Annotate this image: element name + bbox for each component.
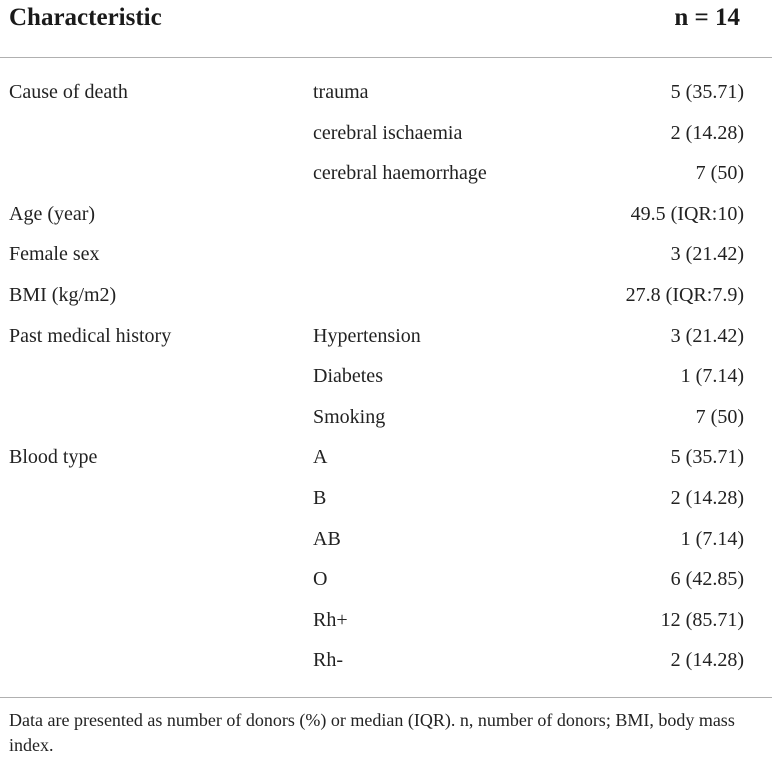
row-value: 49.5 (IQR:10) bbox=[630, 202, 744, 225]
row-category: Past medical history bbox=[9, 324, 172, 347]
footer-divider bbox=[0, 697, 772, 698]
header-divider bbox=[0, 57, 772, 58]
row-subcategory: Hypertension bbox=[313, 324, 421, 347]
table-row bbox=[0, 234, 772, 275]
table-footnote: Data are presented as number of donors (%) or median (IQR). n, number of donors; BMI, body mass index. bbox=[9, 710, 735, 755]
row-category: BMI (kg/m2) bbox=[9, 283, 117, 306]
row-value: 27.8 (IQR:7.9) bbox=[625, 283, 744, 306]
row-subcategory: Rh- bbox=[313, 649, 343, 672]
table-row bbox=[0, 72, 772, 113]
table-header bbox=[0, 0, 772, 58]
row-subcategory: cerebral haemorrhage bbox=[313, 162, 487, 185]
row-subcategory: Diabetes bbox=[313, 365, 383, 388]
table-row bbox=[0, 113, 772, 154]
row-value: 12 (85.71) bbox=[660, 608, 744, 631]
table-row bbox=[0, 194, 772, 235]
row-value: 6 (42.85) bbox=[670, 568, 744, 591]
row-subcategory: Rh+ bbox=[313, 608, 348, 631]
row-subcategory: A bbox=[313, 446, 328, 469]
table-row bbox=[0, 600, 772, 641]
table-row bbox=[0, 356, 772, 397]
row-subcategory: trauma bbox=[313, 81, 369, 103]
table-row bbox=[0, 397, 772, 438]
row-value: 1 (7.14) bbox=[680, 527, 744, 550]
header-n: n = 14 bbox=[674, 4, 740, 31]
row-value: 7 (50) bbox=[695, 162, 744, 185]
row-subcategory: O bbox=[313, 568, 328, 591]
row-value: 2 (14.28) bbox=[670, 649, 744, 672]
row-value: 2 (14.28) bbox=[670, 121, 744, 144]
row-category: Blood type bbox=[9, 446, 98, 469]
row-subcategory: cerebral ischaemia bbox=[313, 121, 463, 144]
header-characteristic: Characteristic bbox=[9, 4, 162, 31]
row-value: 3 (21.42) bbox=[670, 243, 744, 266]
table-row bbox=[0, 478, 772, 519]
row-value: 5 (35.71) bbox=[670, 81, 744, 103]
row-value: 2 (14.28) bbox=[670, 486, 744, 509]
table-row bbox=[0, 316, 772, 357]
table-body bbox=[0, 72, 772, 681]
table-row bbox=[0, 275, 772, 316]
row-subcategory: B bbox=[313, 486, 327, 509]
row-subcategory: Smoking bbox=[313, 405, 386, 428]
table-row bbox=[0, 437, 772, 478]
table-row bbox=[0, 559, 772, 600]
table-row bbox=[0, 153, 772, 194]
row-value: 7 (50) bbox=[695, 405, 744, 428]
table-row bbox=[0, 640, 772, 681]
row-category: Female sex bbox=[9, 243, 100, 266]
row-value: 1 (7.14) bbox=[680, 365, 744, 388]
row-category: Cause of death bbox=[9, 81, 128, 103]
row-category: Age (year) bbox=[9, 202, 96, 225]
row-value: 3 (21.42) bbox=[670, 324, 744, 347]
row-value: 5 (35.71) bbox=[670, 446, 744, 469]
table-row bbox=[0, 519, 772, 560]
row-subcategory: AB bbox=[313, 527, 341, 550]
